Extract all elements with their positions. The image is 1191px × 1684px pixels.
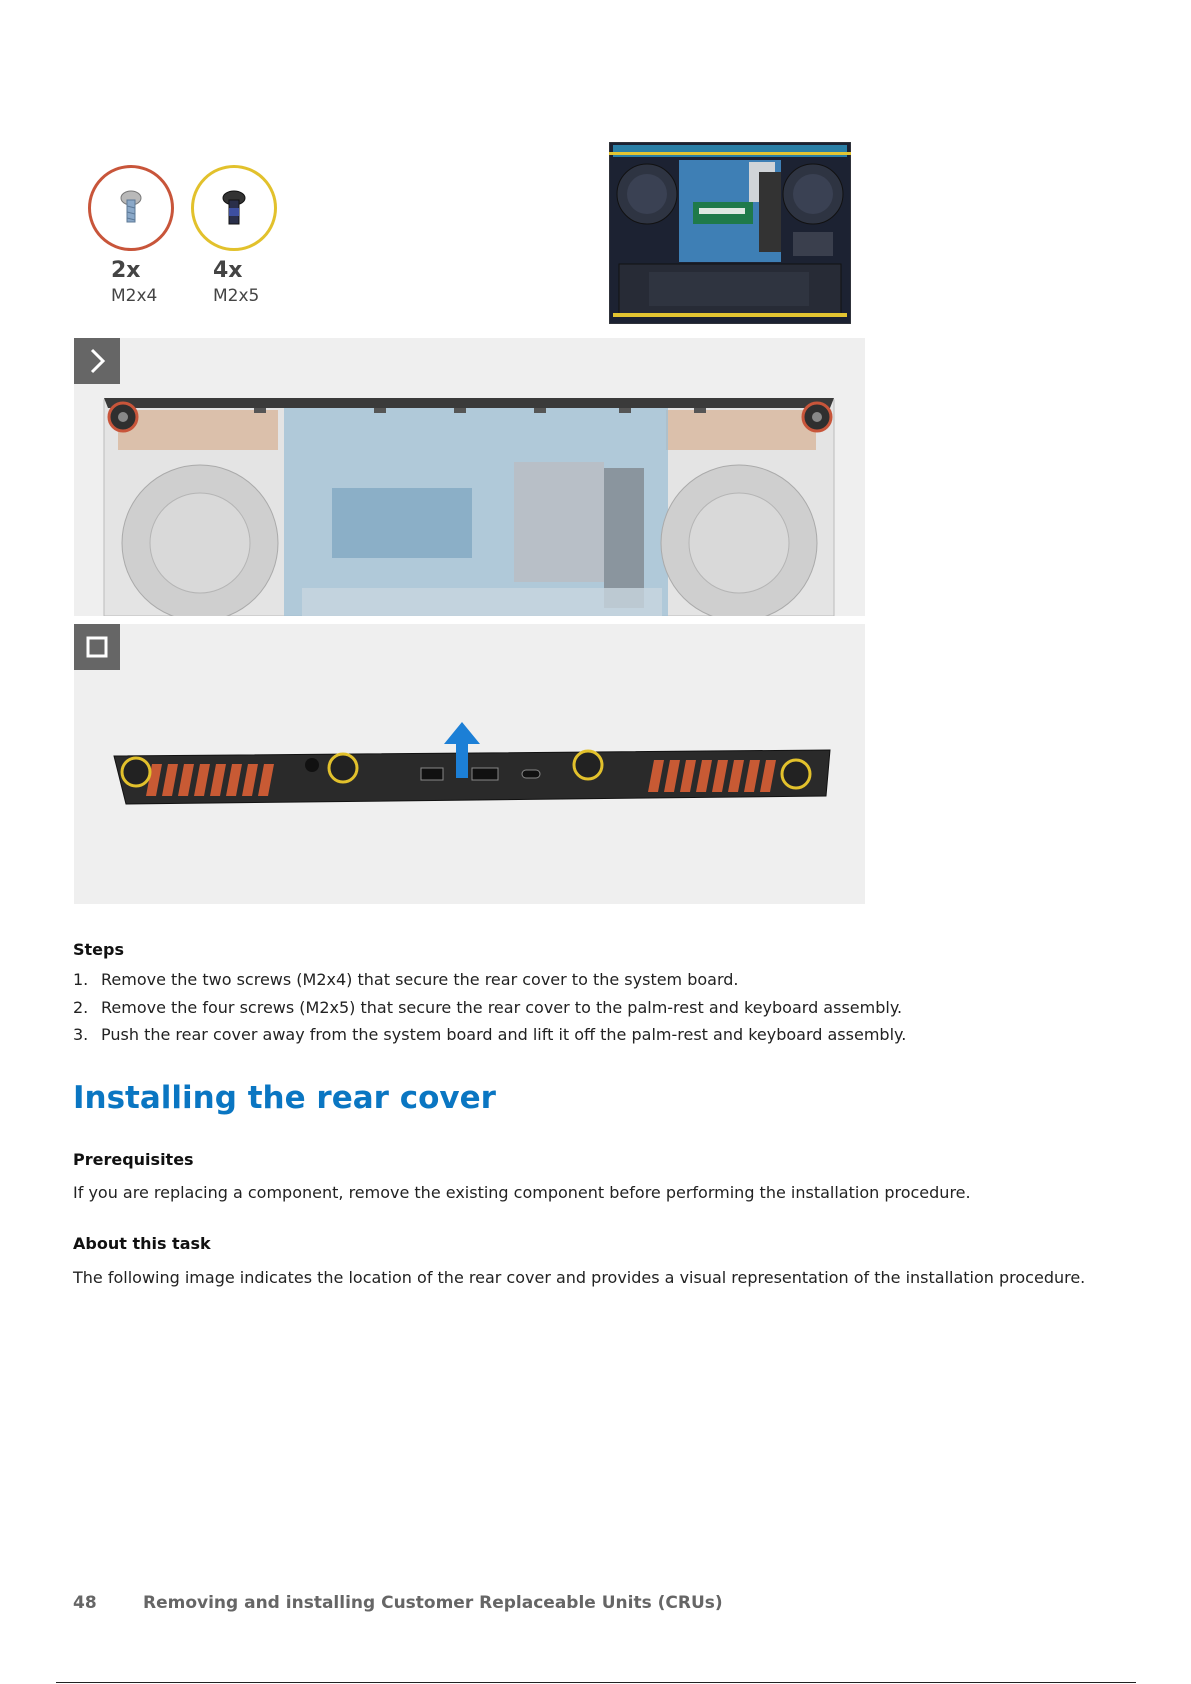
step-number: 2. xyxy=(73,997,89,1017)
steps-heading: Steps xyxy=(73,940,124,959)
m2x5-screw-ring xyxy=(191,165,277,251)
prerequisites-heading: Prerequisites xyxy=(73,1150,194,1169)
step-badge-stop xyxy=(74,624,120,670)
steps-list xyxy=(73,969,906,1052)
section-title: Installing the rear cover xyxy=(73,1080,496,1116)
about-heading: About this task xyxy=(73,1234,211,1253)
list-item xyxy=(73,997,906,1025)
laptop-interior-illustration xyxy=(74,338,865,616)
m2x5-count: 4x xyxy=(213,258,243,283)
laptop-overview-image xyxy=(609,142,851,324)
m2x4-size: M2x4 xyxy=(111,286,158,306)
m2x5-screw-icon xyxy=(194,168,274,248)
m2x5-size: M2x5 xyxy=(213,286,260,306)
about-text: The following image indicates the location of the rear cover and provides a visual representation of the installation procedure. xyxy=(73,1268,1086,1287)
m2x5-screw-marker-1 xyxy=(122,758,150,786)
step-number: 1. xyxy=(73,970,89,989)
step-text: Remove the four screws (M2x5) that secure the rear cover to the palm-rest and keyboard assembly. xyxy=(101,997,903,1017)
footer-rule xyxy=(56,1682,1136,1683)
step-text: Remove the two screws (M2x4) that secure the rear cover to the system board. xyxy=(101,970,739,989)
m2x4-screw-ring xyxy=(88,165,174,251)
m2x5-screw-marker-3 xyxy=(574,751,602,779)
list-item xyxy=(73,1024,906,1052)
step-image-remove-screws xyxy=(74,338,865,616)
prerequisites-text: If you are replacing a component, remove the existing component before performing the installation procedure. xyxy=(73,1183,971,1202)
step-number: 3. xyxy=(73,1025,89,1044)
page-number: 48 xyxy=(73,1593,97,1613)
list-item xyxy=(73,969,906,997)
step-badge-next-overlay xyxy=(74,338,120,384)
footer-chapter-title: Removing and installing Customer Replaceable Units (CRUs) xyxy=(143,1593,723,1613)
stop-square-icon xyxy=(74,624,120,670)
step-image-lift-cover xyxy=(74,624,865,904)
lift-arrow-icon xyxy=(442,722,482,782)
m2x5-screw-marker-4 xyxy=(782,760,810,788)
step-text: Push the rear cover away from the system board and lift it off the palm-rest and keyboard assembly. xyxy=(101,1025,907,1044)
m2x4-screw-icon xyxy=(91,168,171,248)
m2x5-screw-marker-2 xyxy=(329,754,357,782)
m2x4-count: 2x xyxy=(111,258,141,283)
